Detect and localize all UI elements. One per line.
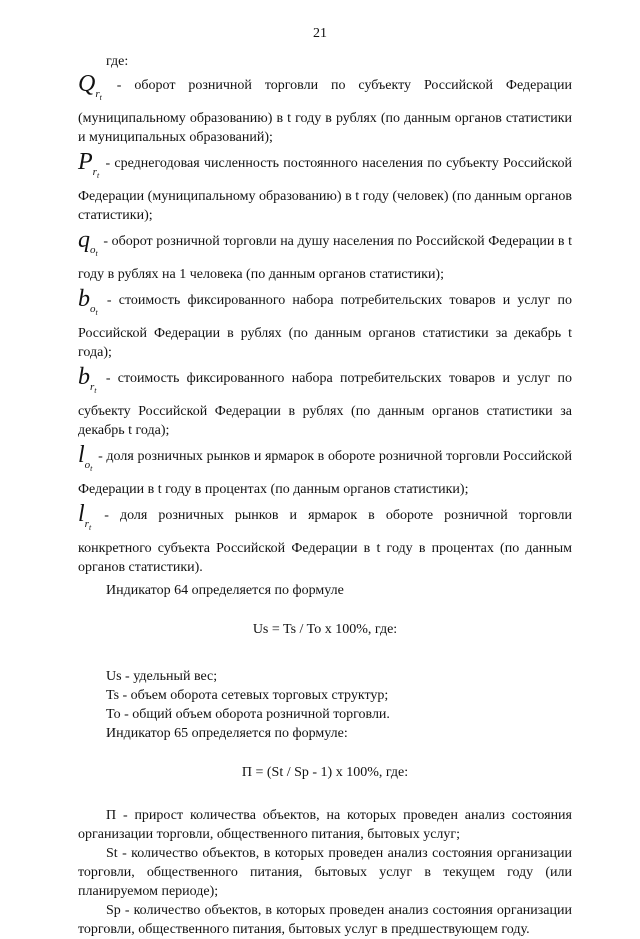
indicator-65-var-st: St - количество объектов, в которых проведен анализ состояния организации торговли, общественного питания, бытовых услуг в текущем году (или планируемом периоде); [78,845,572,899]
math-symbol [78,363,97,402]
symbol-base: b [78,285,90,312]
page-number: 21 [313,26,327,41]
definition-item [78,226,572,284]
math-symbol [78,148,100,187]
math-symbol [78,226,98,265]
symbol-base: q [78,226,90,253]
symbol-subsubscript: t [95,307,98,317]
indicator-65-var-sp: Sp - количество объектов, в которых проведен анализ состояния организации торговли, общественного питания, бытовых услуг в предшествующем году. [78,902,572,937]
definition-text: - среднегодовая численность постоянного населения по субъекту Российской Федерации (муниципальному образованию) в t году (человек) (по данным органов статистики); [78,155,572,223]
indicator-65-formula: П = (St / Sp - 1) x 100%, где: [241,764,409,780]
symbol-subscript: o [90,243,96,256]
symbol-subscript: o [84,458,91,471]
definition-text: - стоимость фиксированного набора потребительских товаров и услуг по субъекту Российской Федерации в рублях (по данным органов статистики за декабрь t года); [78,370,573,438]
symbol-subsubscript: t [99,92,102,102]
symbol-base: P [78,148,93,175]
symbol-subsubscript: t [90,463,93,473]
symbol-base: l [78,441,85,468]
document-body [78,52,572,939]
indicator-64-var-to: To - общий объем оборота розничной торговли. [106,706,390,722]
where-label: где: [106,54,129,69]
symbol-subscript: r [92,165,97,178]
indicator-64-var-us: Us - удельный вес; [106,668,218,684]
indicator-65-var-p: П - прирост количества объектов, на которых проведен анализ состояния организации торговли, общественного питания, бытовых услуг; [78,807,572,842]
symbol-base: b [78,363,90,390]
symbol-base: Q [78,71,96,97]
definition-item [78,73,572,147]
indicator-64-intro: Индикатор 64 определяется по формуле [106,582,344,598]
definition-text: - оборот розничной торговли на душу населения по Российской Федерации в t году в рублях на 1 человека (по данным органов статистики); [78,233,572,282]
indicator-64-var-ts: Ts - объем оборота сетевых торговых структур; [106,687,389,703]
math-symbol [78,285,98,324]
definition-text: - доля розничных рынков и ярмарок в обороте розничной торговли Российской Федерации в t году в процентах (по данным органов статистики); [78,448,572,497]
symbol-subscript: r [84,517,89,530]
math-symbol [78,500,92,539]
indicator-64-formula: Us = Ts / To x 100%, где: [252,621,398,637]
math-symbol [78,441,93,480]
indicator-65-intro: Индикатор 65 определяется по формуле: [106,725,348,741]
symbol-subsubscript: t [95,248,98,258]
definition-item [78,285,572,362]
definition-text: - доля розничных рынков и ярмарок в обороте розничной торговли конкретного субъекта Российской Федерации в t году в процентах (по данным органов статистики). [78,507,573,575]
definition-item [78,500,573,577]
symbol-subscript: r [90,380,95,393]
definition-item [78,441,572,499]
definition-item [78,363,573,440]
math-symbol [78,73,102,109]
symbol-subsubscript: t [96,170,100,180]
definition-text: - стоимость фиксированного набора потребительских товаров и услуг по Российской Федерации в рублях (по данным органов статистики за декабрь t года); [78,292,572,360]
definition-list [78,73,572,577]
definition-text: - оборот розничной торговли по субъекту Российской Федерации (муниципальному образованию) в t году в рублях (по данным органов статистики и муниципальных образований); [78,78,573,145]
symbol-subsubscript: t [94,385,97,395]
symbol-subsubscript: t [88,522,92,532]
symbol-base: l [78,500,85,527]
definition-item [78,148,572,225]
symbol-subscript: r [95,87,100,100]
symbol-subscript: o [90,302,96,315]
